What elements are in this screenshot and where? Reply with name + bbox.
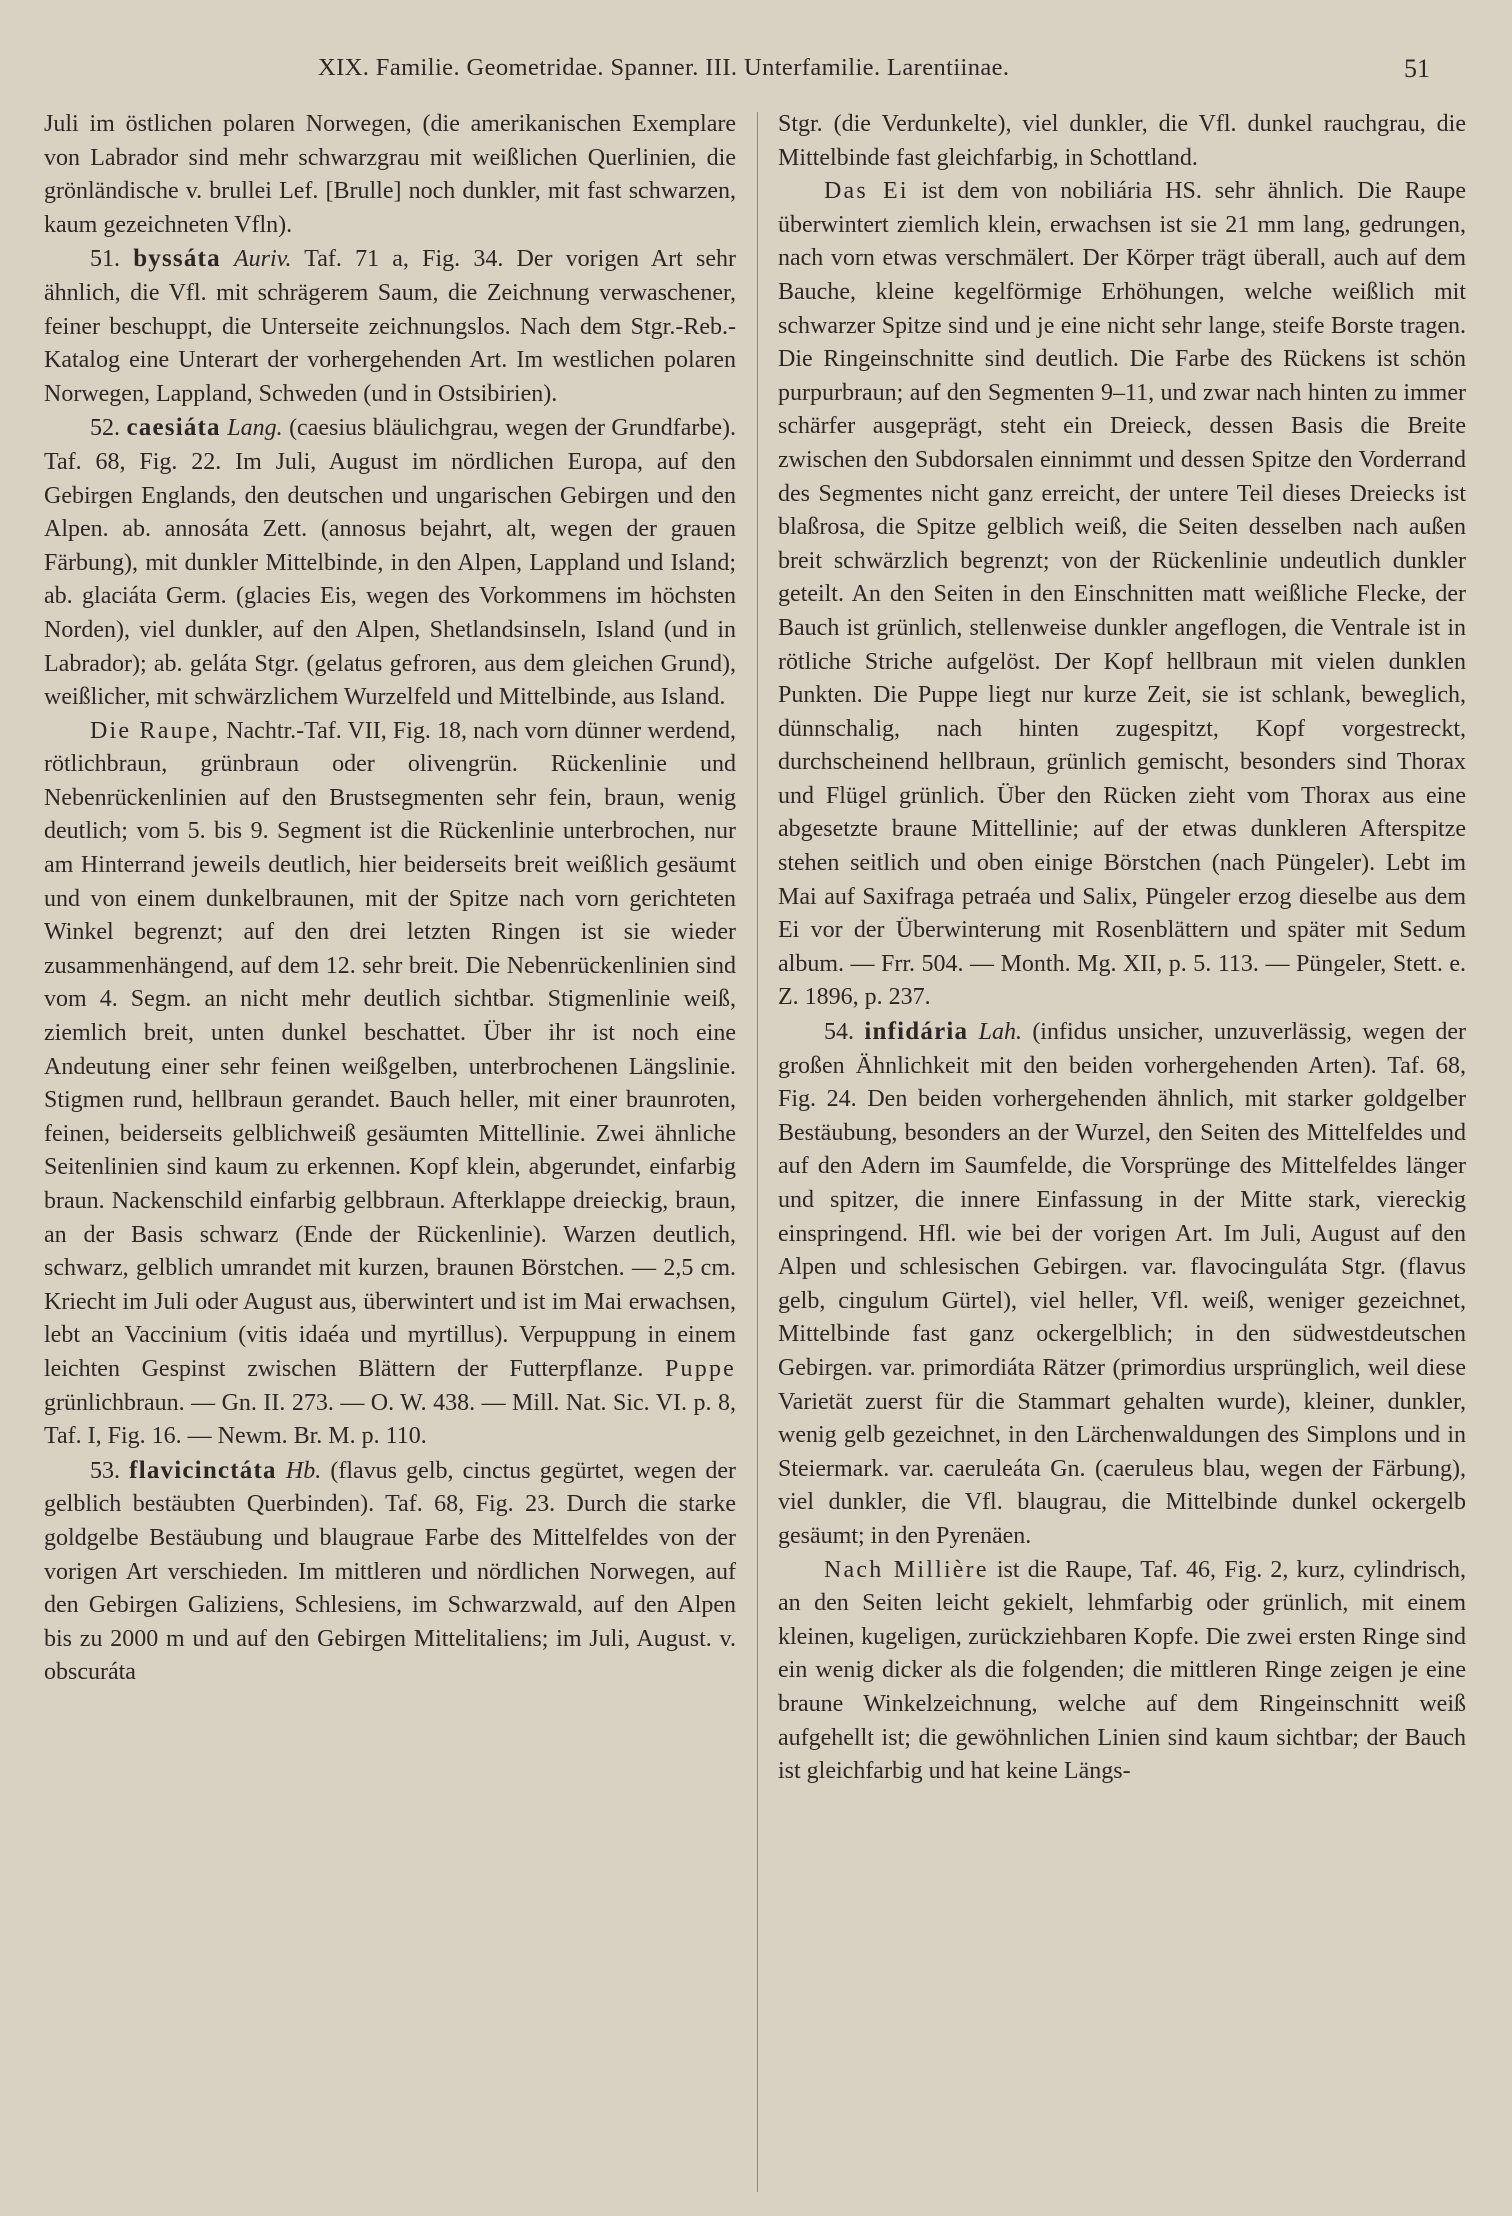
species-author: Auriv.: [233, 246, 292, 273]
species-entry-54: 54. infidária Lah. (infidus unsicher, unzuverlässig, wegen der großen Ähnlichkeit mit den beiden vorhergehenden Arten). Taf. 68, Fig. 24. Den beiden vorhergehenden ähnlich, mit starker goldgelber Bestäubung, besonders an der Wurzel, den Seiten des Mittelfeldes und auf den Adern im Saumfelde, die Vorsprünge des Mittelfeldes länger und spitzer, die innere Einfassung in der Mitte stark, viereckig einspringend. Hfl. wie bei der vorigen Art. Im Juli, August auf den Alpen und schlesischen Gebirgen. var. flavocinguláta Stgr. (flavus gelb, cingulum Gürtel), viel heller, Vfl. weiß, weniger gezeichnet, Mittelbinde fast ganz ockergelblich; in den südwestdeutschen Gebirgen. var. primordiáta Rätzer (primordius ursprünglich, weil diese Varietät zuerst für die Stammart gehalten wurde), kleiner, dunkler, wenig gelb gezeichnet, in den Lärchenwaldungen des Simplons und in Steiermark. var. caeruleáta Gn. (caeruleus blau, wegen der Färbung), viel dunkler, die Vfl. blaugrau, die Mittelbinde dunkel ockergelb gesäumt; in den Pyrenäen.: [778, 1018, 1466, 1549]
species-entry-51: 51. byssáta Auriv. Taf. 71 a, Fig. 34. Der vorigen Art sehr ähnlich, die Vfl. mit schrägerem Saum, die Zeichnung verwaschener, feiner beschuppt, die Unterseite zeichnungslos. Nach dem Stgr.-Reb.-Katalog eine Unterart der vorhergehenden Art. Im westlichen polaren Norwegen, Lappland, Schweden (und in Ostsibirien).: [44, 245, 736, 407]
paragraph: Juli im östlichen polaren Norwegen, (die amerikanischen Exemplare von Labrador sind mehr schwarzgrau mit weißlichen Querlinien, die grönländische v. brullei Lef. [Brulle] noch dunkler, mit fast schwarzen, kaum gezeichneten Vfln).: [44, 111, 736, 238]
right-column: [778, 108, 1466, 2198]
species-author: Lah.: [978, 1019, 1022, 1046]
paragraph: Stgr. (die Verdunkelte), viel dunkler, die Vfl. dunkel rauchgrau, die Mittelbinde fast gleichfarbig, in Schottland.: [778, 111, 1466, 171]
species-author: Lang.: [227, 415, 283, 442]
running-header: [0, 48, 1468, 98]
larva-description: Die Raupe, Nachtr.-Taf. VII, Fig. 18, nach vorn dünner werdend, rötlichbraun, grünbraun oder olivengrün. Rückenlinie und Nebenrückenlinien auf den Brustsegmenten sehr fein, braun, wenig deutlich; vom 5. bis 9. Segment ist die Rückenlinie unterbrochen, nur am Hinterrand jeweils deutlich, hier beiderseits breit weißlich gesäumt und von einem dunkelbraunen, mit der Spitze nach vorn gerichteten Winkel begrenzt; auf den drei letzten Ringen ist sie wieder zusammenhängend, auf dem 12. sehr breit. Die Nebenrückenlinien sind vom 4. Segm. an nicht mehr deutlich sichtbar. Stigmenlinie weiß, ziemlich breit, unten dunkel beschattet. Über ihr ist noch eine Andeutung einer sehr feinen weißgelben, unterbrochenen Längslinie. Stigmen rund, hellbraun gerandet. Bauch heller, mit einer braunroten, feinen, beiderseits gelblichweiß gesäumten Mittellinie. Zwei ähnliche Seitenlinien sind kaum zu erkennen. Kopf klein, abgerundet, einfarbig braun. Nackenschild einfarbig gelbbraun. Afterklappe dreieckig, braun, an der Basis schwarz (Ende der Rückenlinie). Warzen deutlich, schwarz, gelblich umrandet mit kurzen, braunen Börstchen. — 2,5 cm. Kriecht im Juli oder August aus, überwintert und ist im Mai erwachsen, lebt an Vaccinium (vitis idaéa und myrtillus). Verpuppung in einem leichten Gespinst zwischen Blättern der Futterpflanze. Puppe grünlichbraun. — Gn. II. 273. — O. W. 438. — Mill. Nat. Sic. VI. p. 8, Taf. I, Fig. 16. — Newm. Br. M. p. 110.: [44, 717, 736, 1450]
species-name: byssáta: [133, 245, 221, 273]
species-author: Hb.: [285, 1457, 322, 1484]
header-title: XIX. Familie. Geometridae. Spanner. III. Unterfamilie. Larentiinae.: [318, 54, 1010, 81]
species-entry-52: 52. caesiáta Lang. (caesius bläulichgrau, wegen der Grundfarbe). Taf. 68, Fig. 22. Im Juli, August im nördlichen Europa, auf den Gebirgen Englands, den deutschen und ungarischen Gebirgen und den Alpen. ab. annosáta Zett. (annosus bejahrt, alt, wegen der grauen Färbung), mit dunkler Mittelbinde, in den Alpen, Lappland und Island; ab. glaciáta Germ. (glacies Eis, wegen des Vorkommens im höchsten Norden), viel dunkler, auf den Alpen, Shetlandsinseln, Island (und in Labrador); ab. geláta Stgr. (gelatus gefroren, aus dem gleichen Grund), weißlicher, mit schwärzlichem Wurzelfeld und Mittelbinde, aus Island.: [44, 414, 736, 711]
egg-larva-description: Das Ei ist dem von nobiliária HS. sehr ähnlich. Die Raupe überwintert ziemlich klein, erwachsen ist sie 21 mm lang, gedrungen, nach vorn etwas verschmälert. Der Körper trägt überall, auch auf dem Bauche, kleine kegelförmige Erhöhungen, welche weißlich mit schwarzer Spitze sind und je eine nicht sehr lange, steife Borste tragen. Die Ringeinschnitte sind deutlich. Die Farbe des Rückens ist schön purpurbraun; auf den Segmenten 9–11, und zwar nach hinten zu immer schärfer ausgeprägt, steht ein Dreieck, dessen Basis die Breite zwischen den Subdorsalen einnimmt und dessen Spitze den Vorderrand des Segmentes nicht ganz erreicht, der untere Teil dieses Dreiecks ist blaßrosa, die Spitze gelblich weiß, die Seiten desselben nach außen breit schwärzlich begrenzt; von der Rückenlinie undeutlich dunkler geteilt. An den Seiten in den Einschnitten matt weißliche Flecke, der Bauch ist grünlich, stellenweise dunkler angeflogen, die Ventrale ist in rötliche Striche aufgelöst. Der Kopf hellbraun mit vielen dunklen Punkten. Die Puppe liegt nur kurze Zeit, sie ist schlank, beweglich, dünnschalig, nach hinten zugespitzt, Kopf vorgestreckt, durchscheinend hellbraun, grünlich gemischt, besonders sind Thorax und Flügel grünlich. Über den Rücken zieht vom Thorax aus eine abgesetzte braune Mittellinie; auf der etwas dunkleren Afterspitze stehen seitlich und oben einige Börstchen (nach Püngeler). Lebt im Mai auf Saxifraga petraéa und Salix, Püngeler erzog dieselbe aus dem Ei vor der Überwinterung mit Rosenblättern und später mit Sedum album. — Frr. 504. — Month. Mg. XII, p. 5. 113. — Püngeler, Stett. e. Z. 1896, p. 237.: [778, 178, 1466, 1011]
page-number: 51: [1404, 54, 1430, 83]
species-name: caesiáta: [126, 414, 221, 442]
species-name: infidária: [864, 1018, 969, 1046]
left-column: [44, 108, 736, 2198]
species-entry-53: 53. flavicinctáta Hb. (flavus gelb, cinctus gegürtet, wegen der gelblich bestäubten Querbinden). Taf. 68, Fig. 23. Durch die starke goldgelbe Bestäubung und blaugraue Farbe des Mittelfeldes von der vorigen Art verschieden. Im mittleren und nördlichen Norwegen, auf den Gebirgen Galiziens, Schlesiens, im Schwarzwald, auf den Alpen bis zu 2000 m und auf den Gebirgen Mittelitaliens; im Juli, August. v. obscuráta: [44, 1456, 736, 1686]
larva-description: Nach Millière ist die Raupe, Taf. 46, Fig. 2, kurz, cylindrisch, an den Seiten leicht gekielt, lehmfarbig oder grünlich, mit einem kleinen, kugeligen, zurückziehbaren Kopfe. Die zwei ersten Ringe sind ein wenig dicker als die folgenden; die mittleren Ringe zeigen je eine braune Winkelzeichnung, welche auf dem Ringeinschnitt weiß aufgehellt ist; die gewöhnlichen Linien sind kaum sichtbar; der Bauch ist gleichfarbig und hat keine Längs-: [778, 1556, 1466, 1785]
column-divider: [757, 112, 758, 2192]
species-name: flavicinctáta: [129, 1456, 277, 1484]
